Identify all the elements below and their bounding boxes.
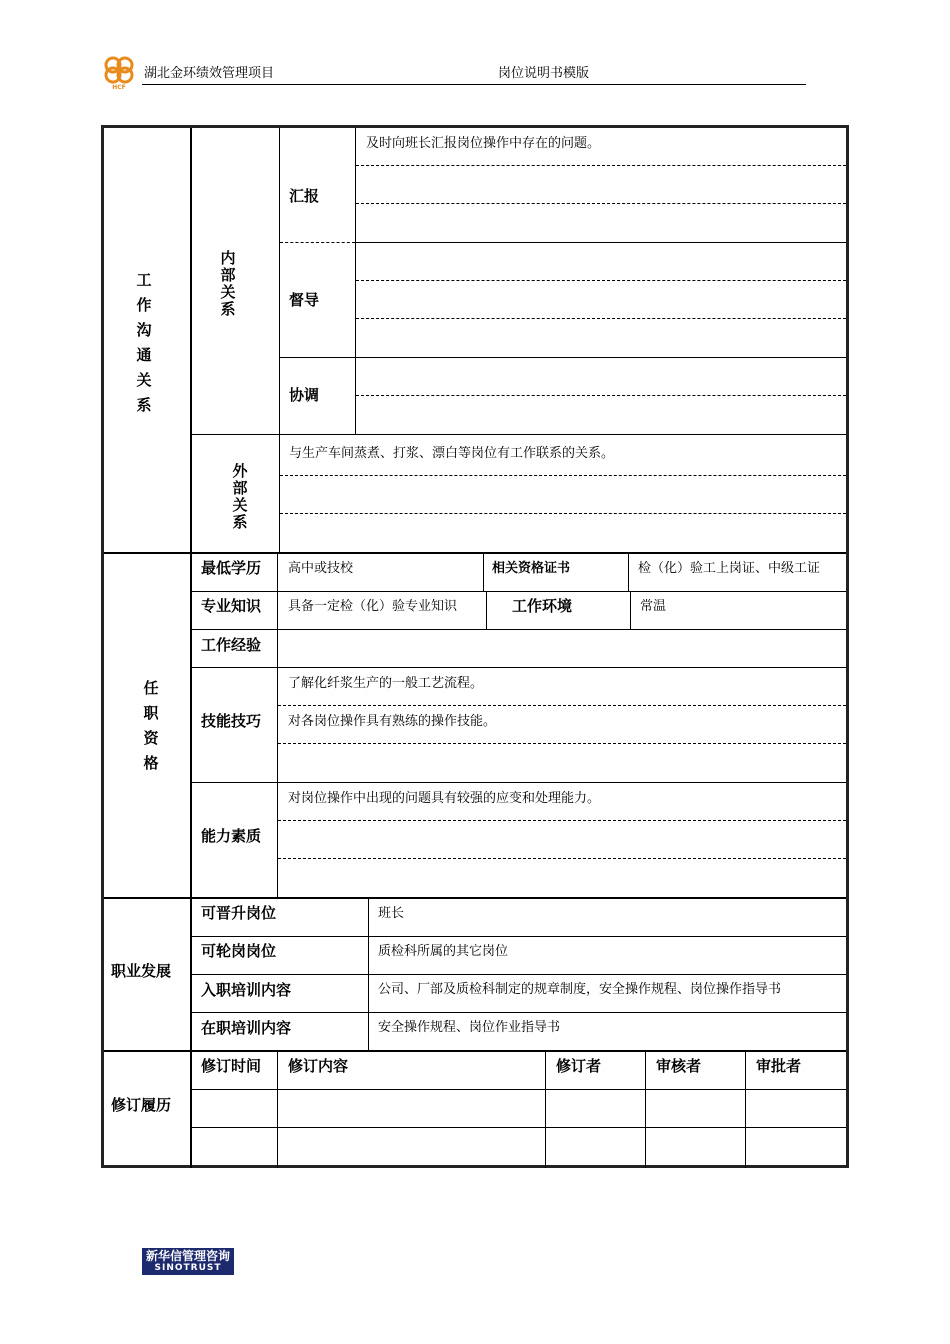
header-rule [142,84,806,85]
row-divider [191,1012,846,1013]
supervise-label: 督导 [289,291,320,309]
col-divider [277,1051,278,1168]
dashed-rule [278,858,846,859]
coordinate-label: 协调 [289,386,320,404]
dashed-rule [278,820,846,821]
col-divider [630,591,631,629]
dashed-rule [356,395,846,396]
ability-line-1: 对岗位操作中出现的问题具有较强的应变和处理能力。 [288,791,601,806]
environment-label: 工作环境 [512,597,573,615]
col-divider [277,553,278,897]
knowledge-value: 具备一定检（化）验专业知识 [288,599,458,614]
dashed-rule [356,318,846,319]
row-divider [191,782,846,783]
footer-brand-cn: 新华信管理咨询 [145,1249,230,1263]
revision-col-approver: 审批者 [756,1057,802,1075]
report-label: 汇报 [289,187,320,205]
promotion-value: 班长 [378,906,405,921]
revision-col-content: 修订内容 [288,1057,349,1075]
header-project: 湖北金环绩效管理项目 [144,66,275,81]
row-divider [356,242,846,243]
onboarding-label: 入职培训内容 [201,981,292,999]
education-label: 最低学历 [201,559,262,577]
education-value: 高中或技校 [288,561,354,576]
row-divider [191,1127,846,1128]
internal-relations-label: 内 部 关 系 [220,249,236,318]
promotion-label: 可晋升岗位 [201,904,277,922]
section-title-career: 职业发展 [111,962,172,980]
skills-line-1: 了解化纤浆生产的一般工艺流程。 [288,676,484,691]
col-divider [483,553,484,591]
col-divider [545,1051,546,1168]
dashed-rule [356,165,846,166]
skills-line-2: 对各岗位操作具有熟练的操作技能。 [288,714,497,729]
col-divider [486,591,487,629]
section-divider [104,552,846,554]
dashed-rule [356,203,846,204]
external-relations-label: 外 部 关 系 [232,462,248,531]
section-title-communication: 工 作 沟 通 关 系 [136,271,152,414]
experience-label: 工作经验 [201,636,262,654]
revision-col-reviewer: 审核者 [656,1057,702,1075]
col-divider [745,1051,746,1168]
row-divider [191,591,846,592]
row-divider [191,629,846,630]
dashed-rule [280,513,846,514]
ontraining-label: 在职培训内容 [201,1019,292,1037]
onboarding-value: 公司、厂部及质检科制定的规章制度，安全操作规程、岗位操作指导书 [378,982,782,997]
section-title-qualification: 任 职 资 格 [143,679,159,772]
environment-value: 常温 [640,599,667,614]
col-divider [628,553,629,591]
logo-text: HCF [112,84,126,90]
row-divider [191,1089,846,1090]
ability-label: 能力素质 [201,827,262,845]
cert-value: 检（化）验工上岗证、中级工证 [638,561,821,576]
dashed-rule [278,743,846,744]
dashed-rule [280,475,846,476]
row-divider [280,357,846,358]
row-divider [191,434,846,435]
section-divider [104,1050,846,1052]
footer-brand-en: SINOTRUST [154,1263,222,1273]
report-line-1: 及时向班长汇报岗位操作中存在的问题。 [366,136,601,151]
col-divider [355,128,356,434]
ontraining-value: 安全操作规程、岗位作业指导书 [378,1020,561,1035]
row-divider [191,936,846,937]
dashed-rule [278,705,846,706]
revision-col-reviser: 修订者 [556,1057,602,1075]
revision-col-time: 修订时间 [201,1057,262,1075]
col-divider [279,128,280,552]
header-doc-title: 岗位说明书模版 [498,66,590,81]
knowledge-label: 专业知识 [201,597,262,615]
dashed-rule [280,242,355,243]
skills-label: 技能技巧 [201,712,262,730]
rotation-value: 质检科所属的其它岗位 [378,944,509,959]
external-line-1: 与生产车间蒸煮、打浆、漂白等岗位有工作联系的关系。 [289,446,615,461]
section-divider [104,897,846,899]
rotation-label: 可轮岗岗位 [201,942,277,960]
cert-label: 相关资格证书 [492,561,571,576]
col-divider [645,1051,646,1168]
hcf-logo-icon [100,54,138,90]
dashed-rule [356,280,846,281]
section-title-revision: 修订履历 [111,1096,172,1114]
row-divider [191,667,846,668]
row-divider [191,974,846,975]
sinotrust-logo [142,1248,234,1275]
